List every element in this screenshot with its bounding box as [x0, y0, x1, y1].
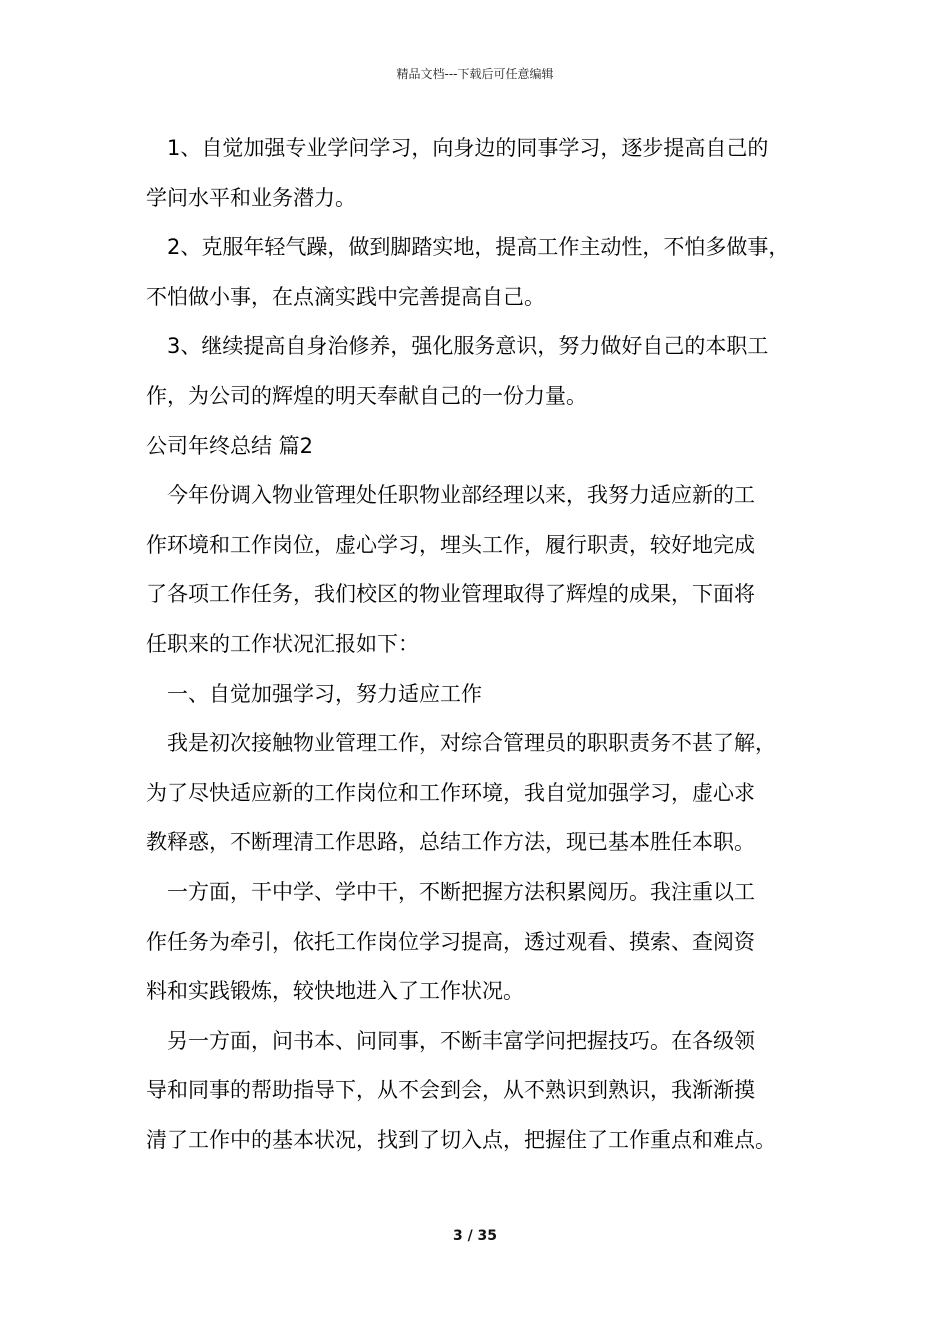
- body-line: 作环境和工作岗位，虚心学习，埋头工作，履行职责，较好地完成: [146, 532, 755, 557]
- body-line: 为了尽快适应新的工作岗位和工作环境，我自觉加强学习，虚心求: [146, 780, 755, 805]
- body-line: 作任务为牵引，依托工作岗位学习提高，透过观看、摸索、查阅资: [146, 929, 755, 954]
- body-line: 清了工作中的基本状况，找到了切入点，把握住了工作重点和难点。: [146, 1127, 776, 1152]
- document-body: [146, 124, 826, 1165]
- body-line: 另一方面，问书本、问同事，不断丰富学问把握技巧。在各级领: [167, 1028, 755, 1053]
- body-line: 我是初次接触物业管理工作，对综合管理员的职职责务不甚了解，: [167, 731, 776, 756]
- body-line: 今年份调入物业管理处任职物业部经理以来，我努力适应新的工: [167, 483, 755, 508]
- body-line: 作，为公司的辉煌的明天奉献自己的一份力量。: [146, 383, 587, 408]
- body-line: 了各项工作任务，我们校区的物业管理取得了辉煌的成果，下面将: [146, 582, 755, 607]
- body-line: 3、继续提高自身治修养，强化服务意识，努力做好自己的本职工: [167, 334, 769, 359]
- body-line: 1、自觉加强专业学问学习，向身边的同事学习，逐步提高自己的: [167, 136, 769, 160]
- body-line: 料和实践锻炼，较快地进入了工作状况。: [146, 979, 524, 1004]
- page-header: 精品文档---下载后可任意编辑: [396, 67, 554, 81]
- section-heading: 公司年终总结 篇2: [146, 433, 314, 458]
- body-line: 教释惑，不断理清工作思路，总结工作方法，现已基本胜任本职。: [146, 830, 755, 855]
- body-line: 任职来的工作状况汇报如下：: [146, 631, 419, 656]
- page-number: 3 / 35: [452, 1228, 498, 1244]
- body-line: 学问水平和业务潜力。: [146, 185, 356, 210]
- body-line: 一方面，干中学、学中干，不断把握方法积累阅历。我注重以工: [167, 879, 755, 904]
- body-line: 导和同事的帮助指导下，从不会到会，从不熟识到熟识，我渐渐摸: [146, 1078, 755, 1103]
- body-line: 2、克服年轻气躁，做到脚踏实地，提高工作主动性，不怕多做事，: [167, 235, 790, 260]
- subsection-heading: 一、自觉加强学习，努力适应工作: [167, 681, 482, 706]
- body-line: 不怕做小事，在点滴实践中完善提高自己。: [146, 284, 545, 309]
